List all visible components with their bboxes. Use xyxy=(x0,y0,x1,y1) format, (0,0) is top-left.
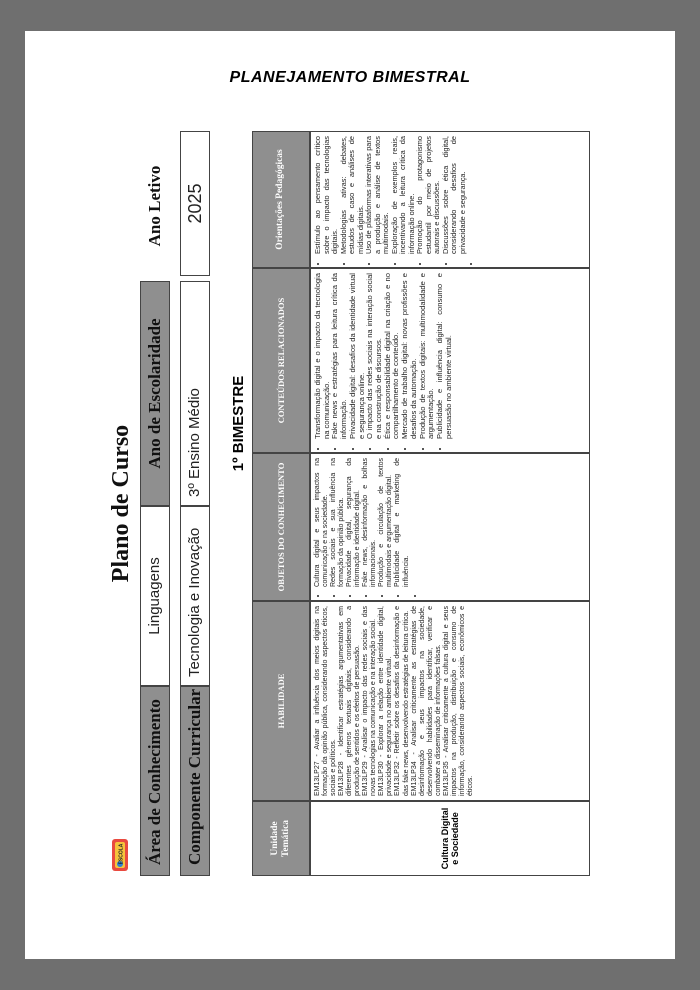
col-header-unidade xyxy=(252,801,310,876)
habilidade-item: EM13LP34 - Analisar criticamente as estratégias de desinformação e seus impactos na sociedade, desenvolvendo habilidades para identificar, verificar e combater a disseminação de informações falsas. xyxy=(410,606,442,796)
objetos-cell xyxy=(310,453,590,601)
objeto-item: • Publicidade digital e marketing de influência. xyxy=(394,458,410,587)
habilidade-item: EM13LP35 - Analisar criticamente a cultura digital e seus impactos na produção, distribuição e consumo de informação, considerando aspectos sociais, econômicos e éticos. xyxy=(442,606,474,796)
orientacao-item: • Promoção do protagonismo estudantil por meio de projetos autorais e discussões. xyxy=(416,136,442,254)
conteudo-item: • Ética e responsabilidade digital na criação e no compartilhamento de conteúdo. xyxy=(384,273,401,439)
componente-label: Componente Curricular xyxy=(180,686,210,876)
unidade-text: Cultura Digital e Sociedade xyxy=(439,807,460,870)
col-header-habilidade xyxy=(252,601,310,801)
area-value: Linguagens xyxy=(140,506,170,686)
area-label: Área de Conhecimento xyxy=(140,686,170,876)
conteudo-item: • Mercado de trabalho digital: novas profissões e desafios da automação. xyxy=(401,273,418,439)
col-header-unidade-text: Unidade Temática xyxy=(269,819,291,858)
conteudos-list xyxy=(314,273,454,448)
orientacao-item xyxy=(467,136,476,254)
objeto-item: • Redes sociais e sua influência na formação da opinião pública. xyxy=(330,458,346,587)
conteudo-item: • Produção de textos digitais: multimodalidade e argumentação. xyxy=(419,273,436,439)
conteudo-item: • Transformação digital e o impacto da tecnologia na comunicação. xyxy=(314,273,331,439)
componente-value: Tecnologia e Inovação xyxy=(180,506,210,686)
document-page xyxy=(25,31,675,959)
habilidade-item: EM13LP28 - Identificar estratégias argumentativas em diferentes gêneros textuais digitais, considerando a produção de sentidos e os efeitos de persuasão. xyxy=(338,606,362,796)
course-plan-sheet xyxy=(102,131,590,876)
objeto-item: • Privacidade digital, segurança da informação e identidade digital. xyxy=(346,458,362,587)
col-header-conteudos-text: CONTEÚDOS RELACIONADOS xyxy=(275,297,286,424)
col-header-orientacoes-text: Orientações Pedagógicas xyxy=(275,149,286,250)
conteudo-item: • O impacto das redes sociais na interação social e na construção de discursos. xyxy=(366,273,383,439)
col-header-objetos-text: OBJETOS DO CONHECIMENTO xyxy=(275,462,286,592)
conteudo-item: • Publicidade e influência digital: consumo e persuasão no ambiente virtual. xyxy=(436,273,453,439)
orientacao-item: • Exploração de exemplos reais, incentivando a leitura crítica da informação online. xyxy=(391,136,417,254)
bimestre-title: 1º BIMESTRE xyxy=(230,375,247,472)
conteudo-item: • Privacidade digital: desafios da identidade virtual e segurança online. xyxy=(349,273,366,439)
logo-text: ESCOLA xyxy=(118,843,125,865)
orientacoes-list xyxy=(314,136,476,263)
orientacao-item: • Uso de plataformas interativas para a produção e análise de textos multimodais. xyxy=(365,136,391,254)
orientacao-item: • Discussões sobre ética digital, considerando desafios de privacidade e segurança. xyxy=(442,136,468,254)
orientacao-item: • Metodologias ativas: debates, estudos de caso e análises de mídias digitais. xyxy=(340,136,366,254)
ano-letivo-label: Ano Letivo xyxy=(140,131,170,281)
objeto-item: • Fake news, desinformação e bolhas informacionais. xyxy=(362,458,378,587)
ano-escolaridade-label: Ano de Escolaridade xyxy=(140,281,170,506)
col-header-conteudos xyxy=(252,268,310,453)
col-header-objetos xyxy=(252,453,310,601)
col-header-orientacoes xyxy=(252,131,310,268)
plan-title: Plano de Curso xyxy=(108,424,134,583)
ano-escolaridade-value: 3º Ensino Médio xyxy=(180,281,210,506)
orientacao-item: • Estímulo ao pensamento crítico sobre o impacto das tecnologias digitais. xyxy=(314,136,340,254)
habilidade-item: EM13LP27 - Avaliar a influência dos meios digitais na formação da opinião pública, considerando aspectos éticos, sociais e políticos. xyxy=(314,606,338,796)
objeto-item: • Cultura digital e seus impactos na comunicação e na sociedade. xyxy=(314,458,330,587)
unidade-cell xyxy=(310,801,590,876)
habilidade-item: EM13LP32 - Refletir sobre os desafios da desinformação e das fake news, desenvolvendo estratégias de leitura crítica. xyxy=(394,606,410,796)
habilidade-item: EM13LP30 - Explorar a relação entre identidade digital, privacidade e segurança no ambiente virtual. xyxy=(378,606,394,796)
orientacoes-cell xyxy=(310,131,590,268)
ano-letivo-value: 2025 xyxy=(180,131,210,276)
conteudo-item: • Fake news e estratégias para leitura crítica da informação. xyxy=(331,273,348,439)
objetos-list xyxy=(314,458,419,596)
page-heading: PLANEJAMENTO BIMESTRAL xyxy=(229,69,471,86)
objeto-item xyxy=(411,458,419,587)
objeto-item: • Produção e circulação de textos multimodais e argumentação digital. xyxy=(378,458,394,587)
habilidade-item: EM13LP29 - Analisar o impacto das redes sociais e das novas tecnologias na comunicação e na interação social. xyxy=(362,606,378,796)
habilidade-cell xyxy=(310,601,590,801)
col-header-habilidade-text: HABILIDADE xyxy=(275,673,286,729)
conteudos-cell xyxy=(310,268,590,453)
